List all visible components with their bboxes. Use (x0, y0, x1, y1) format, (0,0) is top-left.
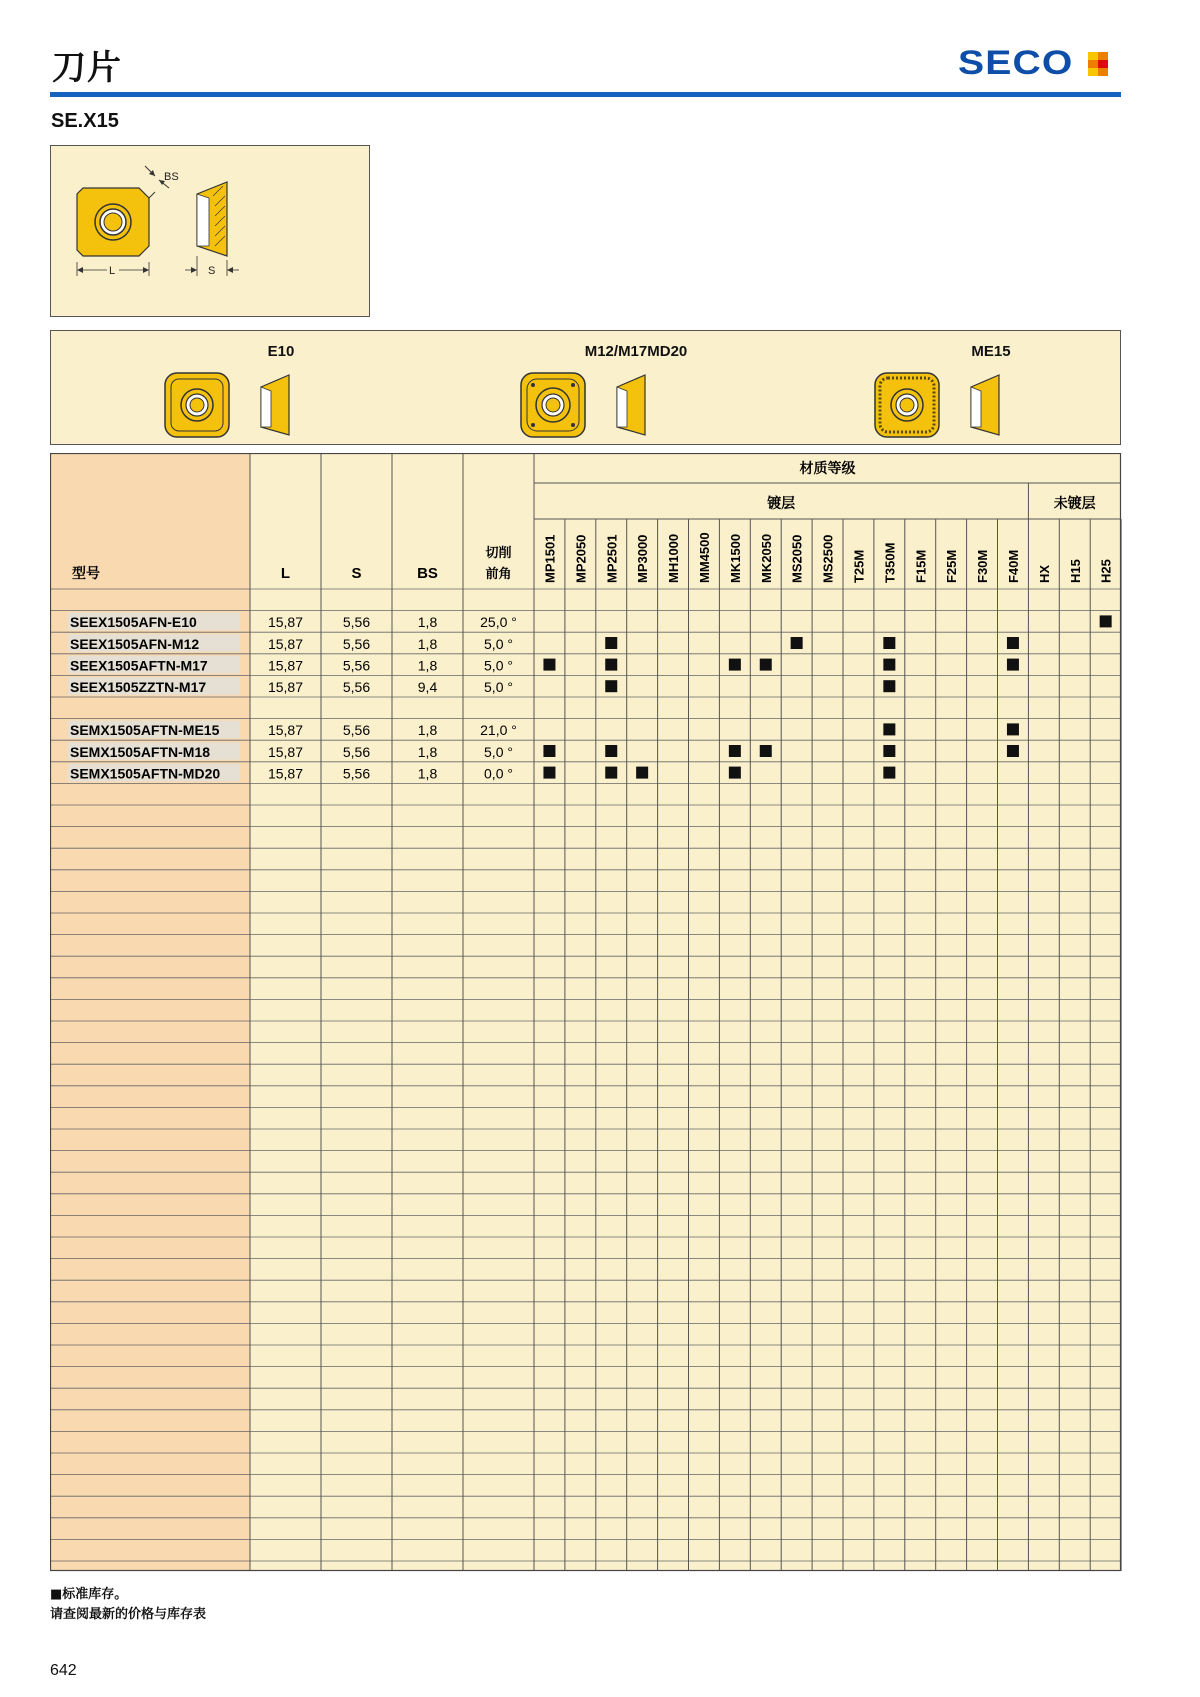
stock-mark-t350m (883, 659, 895, 671)
stock-mark-t350m (883, 680, 895, 692)
stock-mark-icon: ■ (50, 1587, 63, 1602)
l-value: 15,87 (267, 743, 304, 760)
grade-header-mk2050: MK2050 (758, 533, 774, 583)
geometry-label-m12-m17-md20: M12/M17MD20 (584, 343, 688, 360)
angle-value: 0,0 ° (484, 765, 513, 782)
brand-color-mark-icon (1088, 52, 1108, 76)
angle-value: 5,0 ° (484, 743, 513, 760)
l-value: 15,87 (267, 679, 304, 695)
stock-mark-t350m (883, 723, 895, 735)
bs-value: 1,8 (417, 657, 438, 674)
stock-mark-f40m (1007, 723, 1019, 735)
s-header: S (351, 565, 362, 582)
angle-header-line2: 前角 (485, 567, 512, 582)
grade-group-label: 材质等级 (799, 461, 856, 477)
stock-mark-f40m (1007, 637, 1019, 649)
dimension-diagram (50, 145, 370, 317)
s-value: 5,56 (342, 635, 371, 652)
stock-mark-mk2050 (760, 659, 772, 671)
s-value: 5,56 (342, 722, 371, 739)
bs-label: BS (164, 171, 179, 183)
grade-header-mp2050: MP2050 (573, 534, 589, 583)
model-code: SEEX1505AFN-M12 (70, 635, 200, 652)
angle-value: 21,0 ° (480, 722, 517, 739)
angle-header-line1: 切削 (485, 546, 512, 561)
l-value: 15,87 (267, 722, 304, 739)
grade-header-f40m: F40M (1005, 549, 1021, 583)
bs-value: 1,8 (417, 635, 438, 652)
model-code: SEEX1505ZZTN-M17 (70, 679, 207, 695)
stock-mark-mk2050 (760, 745, 772, 757)
stock-mark-ms2050 (791, 637, 803, 649)
stock-mark-mp1501 (543, 767, 555, 779)
stock-mark-mp2501 (605, 767, 617, 779)
insert-geometry-strip (50, 330, 1121, 445)
bs-value: 1,8 (417, 614, 438, 631)
grade-header-f30m: F30M (975, 549, 991, 583)
angle-value: 5,0 ° (484, 679, 513, 695)
stock-mark-t350m (883, 767, 895, 779)
angle-value: 5,0 ° (484, 657, 513, 674)
me15-insert-icon (873, 369, 1013, 441)
uncoated-label: 未镀层 (1053, 496, 1096, 512)
s-value: 5,56 (342, 743, 371, 760)
seco-logo (958, 43, 1074, 82)
grade-header-ms2500: MS2500 (820, 534, 836, 583)
l-label: L (109, 265, 116, 277)
brand-name: SECO (958, 43, 1074, 82)
grade-table (50, 453, 1122, 1573)
model-code: SEMX1505AFTN-M18 (70, 743, 211, 760)
grade-header-t25m: T25M (851, 549, 867, 583)
stock-footnote (50, 1583, 127, 1602)
l-header: L (280, 565, 291, 582)
geometry-label-e10: E10 (267, 343, 295, 360)
stock-footnote-text: 标准库存。 (62, 1587, 128, 1602)
grade-header-mm4500: MM4500 (696, 532, 712, 583)
stock-mark-mp3000 (636, 767, 648, 779)
stock-mark-mk1500 (729, 659, 741, 671)
price-footnote: 请查阅最新的价格与库存表 (50, 1607, 207, 1622)
grade-header-f15m: F15M (913, 549, 929, 583)
grid-bg (250, 453, 1121, 1571)
stock-mark-mk1500 (729, 745, 741, 757)
bs-value: 1,8 (417, 743, 438, 760)
grade-header-h15: H15 (1067, 559, 1083, 583)
stock-mark-mp2501 (605, 659, 617, 671)
stock-mark-mp2501 (605, 637, 617, 649)
model-code: SEEX1505AFN-E10 (70, 614, 197, 631)
grade-header-t350m: T350M (882, 542, 898, 583)
s-value: 5,56 (342, 765, 371, 782)
grade-header-mh1000: MH1000 (666, 533, 682, 583)
model-code: SEMX1505AFTN-ME15 (70, 722, 220, 739)
grade-header-hx: HX (1036, 564, 1052, 583)
stock-mark-mp2501 (605, 680, 617, 692)
page-title: 刀片 (52, 48, 122, 88)
stock-mark-t350m (883, 637, 895, 649)
grade-header-mk1500: MK1500 (727, 533, 743, 583)
l-value: 15,87 (267, 614, 304, 631)
model-code: SEEX1505AFTN-M17 (70, 657, 208, 674)
coated-label: 镀层 (767, 496, 796, 512)
header-rule (50, 92, 1121, 97)
geometry-label-me15: ME15 (971, 343, 1011, 360)
s-value: 5,56 (342, 679, 371, 695)
grade-header-mp1501: MP1501 (542, 534, 558, 583)
angle-value: 25,0 ° (480, 614, 517, 631)
s-label: S (208, 265, 216, 277)
bs-header: BS (417, 565, 438, 582)
l-value: 15,87 (267, 635, 304, 652)
stock-mark-mp2501 (605, 745, 617, 757)
stock-mark-h25 (1100, 615, 1112, 627)
grade-header-f25m: F25M (944, 549, 960, 583)
l-value: 15,87 (267, 657, 304, 674)
grade-header-h25: H25 (1098, 559, 1114, 583)
insert-series-title: SE.X15 (51, 110, 119, 132)
stock-mark-mp1501 (543, 745, 555, 757)
grade-header-mp3000: MP3000 (635, 534, 651, 583)
insert-dimension-drawing (51, 146, 369, 316)
l-value: 15,87 (267, 765, 304, 782)
stock-mark-mp1501 (543, 659, 555, 671)
stock-mark-f40m (1007, 659, 1019, 671)
model-header: 型号 (72, 566, 100, 582)
e10-insert-icon (163, 369, 303, 441)
stock-mark-t350m (883, 745, 895, 757)
m12-insert-icon (519, 369, 659, 441)
model-code: SEMX1505AFTN-MD20 (70, 765, 221, 782)
grade-header-mp2501: MP2501 (604, 534, 620, 583)
s-value: 5,56 (342, 614, 371, 631)
bs-value: 1,8 (417, 765, 438, 782)
bs-value: 1,8 (417, 722, 438, 739)
angle-value: 5,0 ° (484, 635, 513, 652)
stock-mark-mk1500 (729, 767, 741, 779)
stock-mark-f40m (1007, 745, 1019, 757)
grade-header-ms2050: MS2050 (789, 534, 805, 583)
page-number: 642 (50, 1662, 77, 1679)
s-value: 5,56 (342, 657, 371, 674)
bs-value: 9,4 (417, 679, 438, 695)
